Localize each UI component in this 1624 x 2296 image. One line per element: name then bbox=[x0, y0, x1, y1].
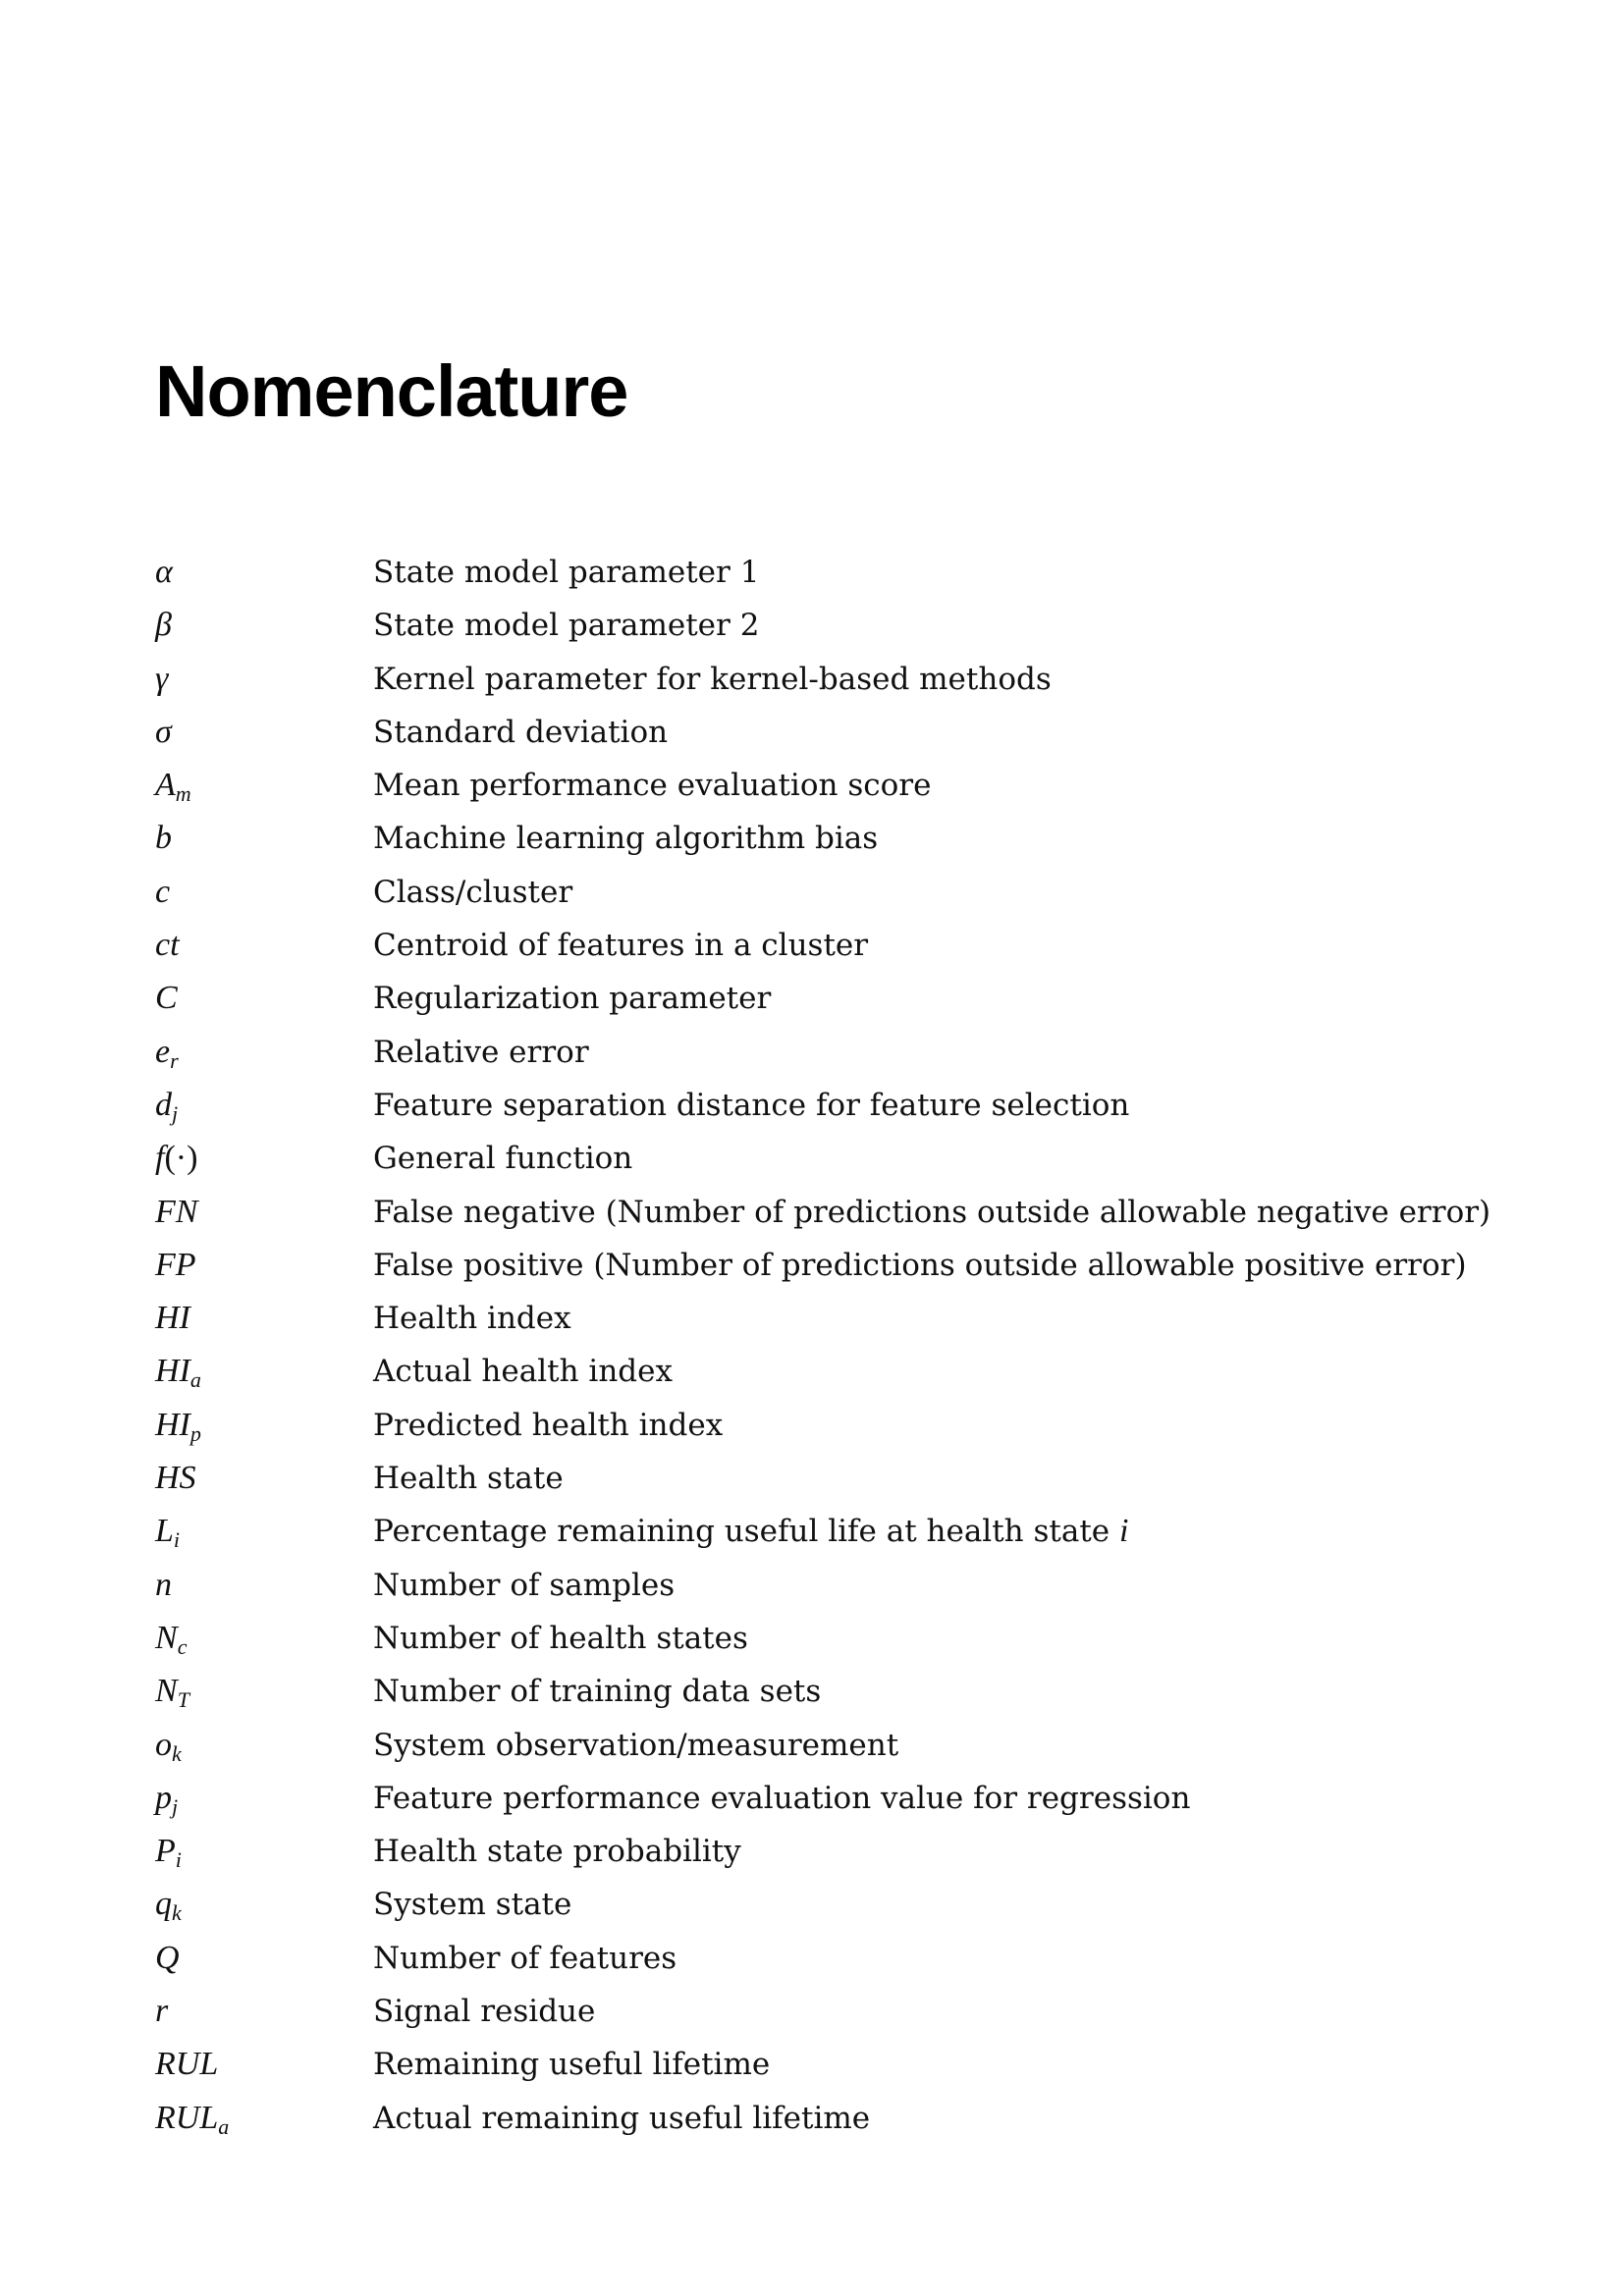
entry-symbol bbox=[155, 1452, 373, 1505]
entry-description bbox=[373, 1559, 675, 1612]
description-text: State model parameter 1 bbox=[373, 555, 760, 590]
description-text: Signal residue bbox=[373, 1994, 596, 2030]
description-text: Health state bbox=[373, 1461, 564, 1497]
entry-symbol bbox=[155, 1399, 373, 1452]
nomenclature-entry bbox=[155, 1079, 1530, 1132]
nomenclature-list bbox=[155, 546, 1530, 2145]
entry-symbol bbox=[155, 1186, 373, 1239]
entry-description bbox=[373, 653, 1052, 706]
symbol-base: N bbox=[155, 1673, 178, 1710]
entry-description bbox=[373, 1026, 589, 1079]
description-text: Actual remaining useful lifetime bbox=[373, 2100, 871, 2136]
symbol-argument: (·) bbox=[164, 1140, 198, 1177]
symbol-base: HS bbox=[155, 1460, 196, 1497]
symbol-subscript: a bbox=[218, 2113, 230, 2139]
symbol-base: P bbox=[155, 1833, 176, 1870]
description-text: Remaining useful lifetime bbox=[373, 2047, 771, 2083]
entry-symbol bbox=[155, 1505, 373, 1558]
symbol-subscript: k bbox=[172, 1740, 182, 1766]
symbol-base: Q bbox=[155, 1939, 180, 1976]
entry-description bbox=[373, 546, 759, 599]
symbol-base: r bbox=[155, 1993, 169, 2030]
entry-symbol bbox=[155, 1772, 373, 1825]
symbol-base: HI bbox=[155, 1353, 190, 1390]
entry-description bbox=[373, 1719, 898, 1772]
description-text: Relative error bbox=[373, 1034, 589, 1070]
nomenclature-entry bbox=[155, 1026, 1530, 1079]
nomenclature-entry bbox=[155, 1132, 1530, 1185]
symbol-base: FN bbox=[155, 1193, 198, 1230]
description-text: False positive (Number of predictions outside allowable positive error) bbox=[373, 1247, 1467, 1283]
entry-description bbox=[373, 919, 868, 972]
entry-description bbox=[373, 1132, 632, 1185]
description-text: Health state probability bbox=[373, 1834, 741, 1870]
nomenclature-entry bbox=[155, 546, 1530, 599]
symbol-subscript: r bbox=[170, 1047, 179, 1073]
symbol-base: L bbox=[155, 1513, 174, 1550]
nomenclature-entry bbox=[155, 1186, 1530, 1239]
symbol-base: c bbox=[155, 873, 171, 910]
nomenclature-entry bbox=[155, 1452, 1530, 1505]
description-text: Number of features bbox=[373, 1940, 677, 1976]
symbol-base: p bbox=[155, 1779, 172, 1816]
symbol-subscript: p bbox=[189, 1420, 201, 1446]
nomenclature-entry bbox=[155, 1345, 1530, 1398]
symbol-base: σ bbox=[155, 713, 172, 750]
description-text: Health index bbox=[373, 1301, 571, 1337]
symbol-base: o bbox=[155, 1726, 172, 1763]
entry-symbol bbox=[155, 1612, 373, 1665]
nomenclature-entry bbox=[155, 972, 1530, 1025]
nomenclature-entry bbox=[155, 1559, 1530, 1612]
symbol-base: γ bbox=[155, 660, 169, 697]
nomenclature-entry bbox=[155, 759, 1530, 812]
symbol-base: HI bbox=[155, 1300, 190, 1337]
nomenclature-entry bbox=[155, 653, 1530, 706]
symbol-base: q bbox=[155, 1886, 172, 1923]
entry-symbol bbox=[155, 1559, 373, 1612]
description-variable: i bbox=[1119, 1513, 1129, 1550]
description-text: Actual health index bbox=[373, 1354, 673, 1390]
entry-symbol bbox=[155, 1665, 373, 1718]
description-text: Machine learning algorithm bias bbox=[373, 821, 879, 857]
symbol-subscript: i bbox=[173, 1527, 181, 1553]
symbol-subscript: c bbox=[177, 1633, 188, 1659]
symbol-base: C bbox=[155, 980, 178, 1017]
entry-symbol bbox=[155, 2038, 373, 2091]
description-text: Mean performance evaluation score bbox=[373, 768, 932, 804]
nomenclature-entry bbox=[155, 1612, 1530, 1665]
description-text: False negative (Number of predictions outside allowable negative error) bbox=[373, 1194, 1491, 1230]
nomenclature-entry bbox=[155, 1719, 1530, 1772]
entry-description bbox=[373, 1772, 1190, 1825]
symbol-base: f bbox=[155, 1140, 165, 1177]
nomenclature-entry bbox=[155, 2038, 1530, 2091]
entry-description bbox=[373, 2038, 770, 2091]
description-text: System observation/measurement bbox=[373, 1727, 899, 1763]
entry-symbol bbox=[155, 546, 373, 599]
symbol-base: n bbox=[155, 1566, 172, 1603]
entry-description bbox=[373, 1665, 821, 1718]
symbol-subscript: i bbox=[175, 1847, 182, 1873]
description-text: Feature separation distance for feature selection bbox=[373, 1087, 1130, 1123]
description-text: Class/cluster bbox=[373, 874, 573, 910]
entry-description bbox=[373, 1878, 571, 1931]
entry-symbol bbox=[155, 653, 373, 706]
description-text: Number of training data sets bbox=[373, 1674, 822, 1710]
entry-symbol bbox=[155, 1345, 373, 1398]
entry-description bbox=[373, 1079, 1129, 1132]
entry-symbol bbox=[155, 972, 373, 1025]
description-text: Regularization parameter bbox=[373, 981, 772, 1017]
nomenclature-entry bbox=[155, 919, 1530, 972]
entry-symbol bbox=[155, 1026, 373, 1079]
nomenclature-entry bbox=[155, 1292, 1530, 1345]
entry-symbol bbox=[155, 919, 373, 972]
symbol-subscript: j bbox=[172, 1100, 179, 1126]
description-text: Number of health states bbox=[373, 1620, 748, 1656]
entry-description bbox=[373, 866, 572, 919]
entry-symbol bbox=[155, 2092, 373, 2145]
entry-description bbox=[373, 1186, 1490, 1239]
entry-description bbox=[373, 1292, 571, 1345]
entry-description bbox=[373, 1452, 564, 1505]
entry-description bbox=[373, 1985, 595, 2038]
entry-description bbox=[373, 1239, 1467, 1292]
entry-symbol bbox=[155, 1239, 373, 1292]
page-title: Nomenclature bbox=[155, 350, 628, 432]
entry-description bbox=[373, 812, 878, 865]
description-text: Number of samples bbox=[373, 1567, 676, 1603]
symbol-base: α bbox=[155, 554, 173, 590]
entry-description bbox=[373, 972, 771, 1025]
entry-symbol bbox=[155, 1079, 373, 1132]
symbol-subscript: k bbox=[172, 1900, 182, 1926]
entry-symbol bbox=[155, 1985, 373, 2038]
description-text: State model parameter 2 bbox=[373, 608, 760, 644]
entry-symbol bbox=[155, 1132, 373, 1185]
description-text: Percentage remaining useful life at health state bbox=[373, 1514, 1110, 1550]
entry-symbol bbox=[155, 1292, 373, 1345]
nomenclature-entry bbox=[155, 1825, 1530, 1878]
nomenclature-entry bbox=[155, 1505, 1530, 1558]
symbol-subscript: j bbox=[172, 1793, 179, 1819]
description-text: Standard deviation bbox=[373, 714, 669, 750]
entry-description bbox=[373, 1505, 1128, 1558]
symbol-subscript: a bbox=[189, 1367, 201, 1393]
entry-symbol bbox=[155, 1878, 373, 1931]
entry-symbol bbox=[155, 1932, 373, 1985]
nomenclature-entry bbox=[155, 2092, 1530, 2145]
description-text: Centroid of features in a cluster bbox=[373, 928, 869, 964]
symbol-subscript: T bbox=[177, 1687, 189, 1713]
entry-description bbox=[373, 1399, 723, 1452]
entry-symbol bbox=[155, 706, 373, 759]
symbol-base: FP bbox=[155, 1246, 196, 1283]
nomenclature-entry bbox=[155, 1985, 1530, 2038]
symbol-base: N bbox=[155, 1619, 178, 1656]
symbol-base: e bbox=[155, 1033, 171, 1070]
nomenclature-entry bbox=[155, 1665, 1530, 1718]
entry-symbol bbox=[155, 759, 373, 812]
entry-description bbox=[373, 599, 759, 652]
description-text: Feature performance evaluation value for regression bbox=[373, 1780, 1191, 1816]
entry-description bbox=[373, 2092, 870, 2145]
nomenclature-entry bbox=[155, 1932, 1530, 1985]
symbol-subscript: m bbox=[175, 781, 191, 807]
nomenclature-entry bbox=[155, 812, 1530, 865]
entry-symbol bbox=[155, 812, 373, 865]
entry-description bbox=[373, 1345, 673, 1398]
entry-description bbox=[373, 1825, 741, 1878]
nomenclature-entry bbox=[155, 1399, 1530, 1452]
description-text: System state bbox=[373, 1887, 572, 1923]
nomenclature-entry bbox=[155, 1239, 1530, 1292]
symbol-base: d bbox=[155, 1086, 172, 1123]
entry-description bbox=[373, 759, 931, 812]
entry-symbol bbox=[155, 1719, 373, 1772]
symbol-base: RUL bbox=[155, 2046, 219, 2083]
nomenclature-entry bbox=[155, 1772, 1530, 1825]
entry-symbol bbox=[155, 599, 373, 652]
nomenclature-entry bbox=[155, 866, 1530, 919]
symbol-base: RUL bbox=[155, 2099, 219, 2136]
description-text: General function bbox=[373, 1141, 633, 1177]
nomenclature-entry bbox=[155, 1878, 1530, 1931]
entry-description bbox=[373, 706, 668, 759]
nomenclature-entry bbox=[155, 706, 1530, 759]
description-text: Predicted health index bbox=[373, 1407, 724, 1443]
entry-symbol bbox=[155, 1825, 373, 1878]
symbol-base: A bbox=[155, 767, 176, 804]
description-text: Kernel parameter for kernel-based methods bbox=[373, 661, 1052, 697]
symbol-base: β bbox=[155, 607, 172, 644]
entry-description bbox=[373, 1612, 748, 1665]
symbol-base: b bbox=[155, 820, 172, 857]
entry-description bbox=[373, 1932, 677, 1985]
symbol-base: ct bbox=[155, 927, 180, 964]
entry-symbol bbox=[155, 866, 373, 919]
symbol-base: HI bbox=[155, 1406, 190, 1443]
nomenclature-entry bbox=[155, 599, 1530, 652]
